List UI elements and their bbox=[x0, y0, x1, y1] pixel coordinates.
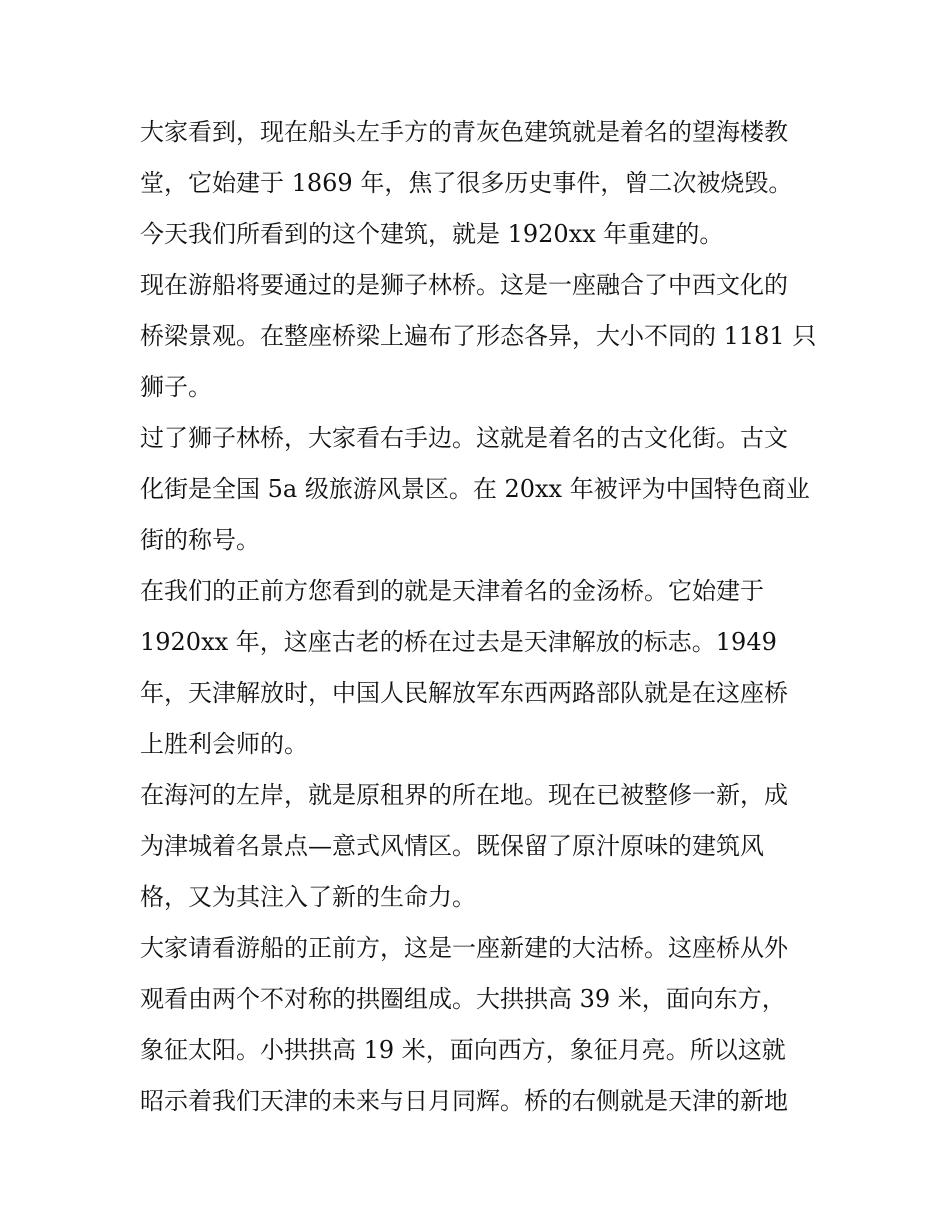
text-line: 现在游船将要通过的是狮子林桥。这是一座融合了中西文化的 bbox=[140, 271, 788, 299]
text-line: 年，天津解放时，中国人民解放军东西两路部队就是在这座桥 bbox=[140, 679, 788, 707]
text-line: 为津城着名景点—意式风情区。既保留了原汁原味的建筑风 bbox=[140, 832, 764, 860]
text-line: 昭示着我们天津的未来与日月同辉。桥的右侧就是天津的新地 bbox=[140, 1087, 788, 1115]
text-line: 堂，它始建于 1869 年，焦了很多历史事件，曾二次被烧毁。 bbox=[140, 169, 793, 197]
text-line: 格，又为其注入了新的生命力。 bbox=[140, 883, 476, 911]
text-line: 在我们的正前方您看到的就是天津着名的金汤桥。它始建于 bbox=[140, 577, 764, 605]
text-line: 上胜利会师的。 bbox=[140, 730, 308, 758]
text-line: 象征太阳。小拱拱高 19 米，面向西方，象征月亮。所以这就 bbox=[140, 1036, 786, 1064]
body-text bbox=[140, 107, 820, 1127]
text-line: 桥梁景观。在整座桥梁上遍布了形态各异，大小不同的 1181 只 bbox=[140, 322, 817, 350]
text-line: 观看由两个不对称的拱圈组成。大拱拱高 39 米，面向东方， bbox=[140, 985, 786, 1013]
text-line: 街的称号。 bbox=[140, 526, 260, 554]
text-line: 狮子。 bbox=[140, 373, 212, 401]
text-line: 大家请看游船的正前方，这是一座新建的大沽桥。这座桥从外 bbox=[140, 934, 788, 962]
text-line: 今天我们所看到的这个建筑，就是 1920xx 年重建的。 bbox=[140, 220, 724, 248]
text-line: 化街是全国 5a 级旅游风景区。在 20xx 年被评为中国特色商业 bbox=[140, 475, 810, 503]
text-line: 1920xx 年，这座古老的桥在过去是天津解放的标志。1949 bbox=[140, 628, 777, 656]
text-line: 过了狮子林桥，大家看右手边。这就是着名的古文化街。古文 bbox=[140, 424, 788, 452]
text-line: 在海河的左岸，就是原租界的所在地。现在已被整修一新，成 bbox=[140, 781, 788, 809]
text-line: 大家看到，现在船头左手方的青灰色建筑就是着名的望海楼教 bbox=[140, 118, 788, 146]
